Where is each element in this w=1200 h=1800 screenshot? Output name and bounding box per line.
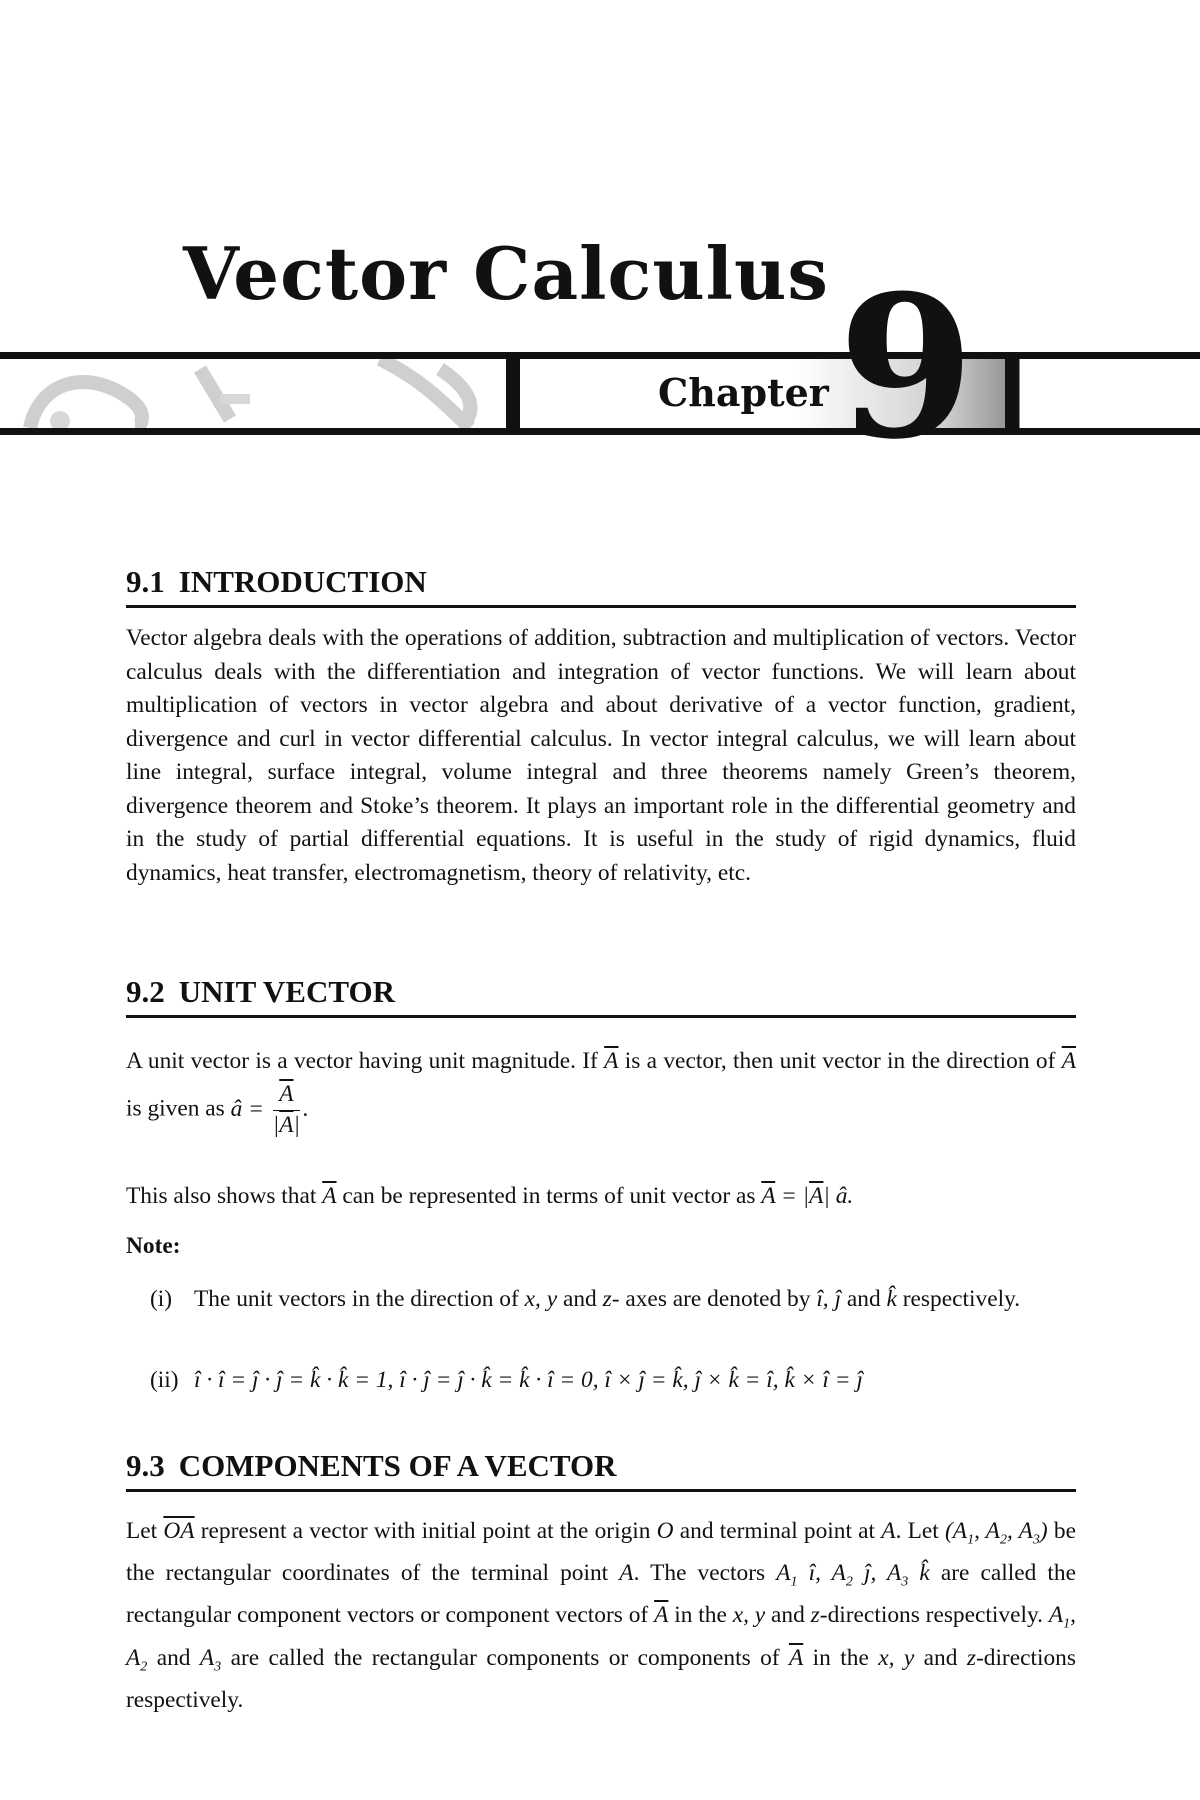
note-item-label: (i) bbox=[150, 1286, 173, 1312]
note-item bbox=[150, 1364, 1050, 1397]
banner-rule-top bbox=[0, 352, 1200, 359]
section-number: 9.1 bbox=[126, 564, 165, 599]
section-title: UNIT VECTOR bbox=[178, 974, 395, 1009]
section-number: 9.2 bbox=[126, 974, 165, 1009]
representation-paragraph: This also shows that $\overline{A}$ can be represented in terms of unit vector as $\overline{A} = |\overline{A}|$ â. bbox=[126, 1183, 854, 1209]
components-paragraph: Let $\overline{OA}$ represent a vector with initial point at the origin O and terminal point at A. Let ($A_1$, $A_2$, $A_3$) be the rectangular coordinates of the terminal point A. The vectors $A_1$ î, $A_2$ ĵ, $A_3$ k̂ are called the rectangular component vectors or component vectors of $\overline{A}$ in the x, y and z-directions respectively. $A_1$, $A_2$ and $A_3$ are called the rectangular components or components of $\overline{A}$ in the x, y and z-directions respectively. bbox=[126, 1518, 1077, 1713]
banner-bar-right bbox=[1005, 359, 1019, 428]
section-title: COMPONENTS OF A VECTOR bbox=[178, 1448, 617, 1483]
banner-bar-left bbox=[506, 359, 520, 428]
section-heading-unit-vector bbox=[126, 976, 1076, 1018]
note-item: (i) The unit vectors in the direction of x, y and z- axes are denoted by î, ĵ and k̂ respectively. bbox=[150, 1283, 1050, 1316]
chapter-title: Vector Calculus bbox=[183, 231, 829, 316]
chapter-number: 9 bbox=[838, 253, 971, 483]
vector-a-symbol: $\overline{A}$ bbox=[604, 1048, 619, 1074]
note-item-label: (ii) bbox=[150, 1367, 179, 1393]
unit-vector-paragraph: A unit vector is a vector having unit magnitude. If $\overline{A}$ is a vector, then unit vector in the direction of $\overline{A}$ is given as â = $\frac{\overline{A}}{|\overline{A}|}$ . bbox=[126, 1048, 1076, 1138]
section-heading-introduction bbox=[126, 566, 1076, 608]
vector-a-symbol: $\overline{A}$ bbox=[1061, 1048, 1076, 1074]
decorative-symbols-graphic bbox=[0, 359, 520, 428]
introduction-paragraph: Vector algebra deals with the operations of addition, subtraction and multiplication of vectors. Vector calculus deals with the differentiation and integration of vector functions. We will learn about multiplication of vectors in vector algebra and about derivative of a vector function, gradient, divergence and curl in vector differential calculus. In vector integral calculus, we will learn about line integral, surface integral, volume integral and three theorems namely Green’s theorem, divergence theorem and Stoke’s theorem. It plays an important role in the differential geometry and in the study of partial differential equations. It is useful in the study of rigid dynamics, fluid dynamics, heat transfer, electromagnetism, theory of relativity, etc. bbox=[126, 625, 1076, 886]
section-title: INTRODUCTION bbox=[178, 564, 427, 599]
banner-rule-bottom bbox=[0, 428, 1200, 435]
unit-vector-products: î · î = ĵ · ĵ = k̂ · k̂ = 1, î · ĵ = ĵ · k̂ = k̂ · î = 0, î × ĵ = k̂, ĵ × k̂ = î, k̂ × î = ĵ bbox=[194, 1367, 863, 1393]
note-label: Note: bbox=[126, 1233, 181, 1259]
unit-vector-formula: â = $\frac{\overline{A}}{|\overline{A}|}$ . bbox=[230, 1081, 309, 1138]
section-heading-components bbox=[126, 1450, 1076, 1492]
section-number: 9.3 bbox=[126, 1448, 165, 1483]
chapter-label: Chapter bbox=[658, 370, 829, 415]
